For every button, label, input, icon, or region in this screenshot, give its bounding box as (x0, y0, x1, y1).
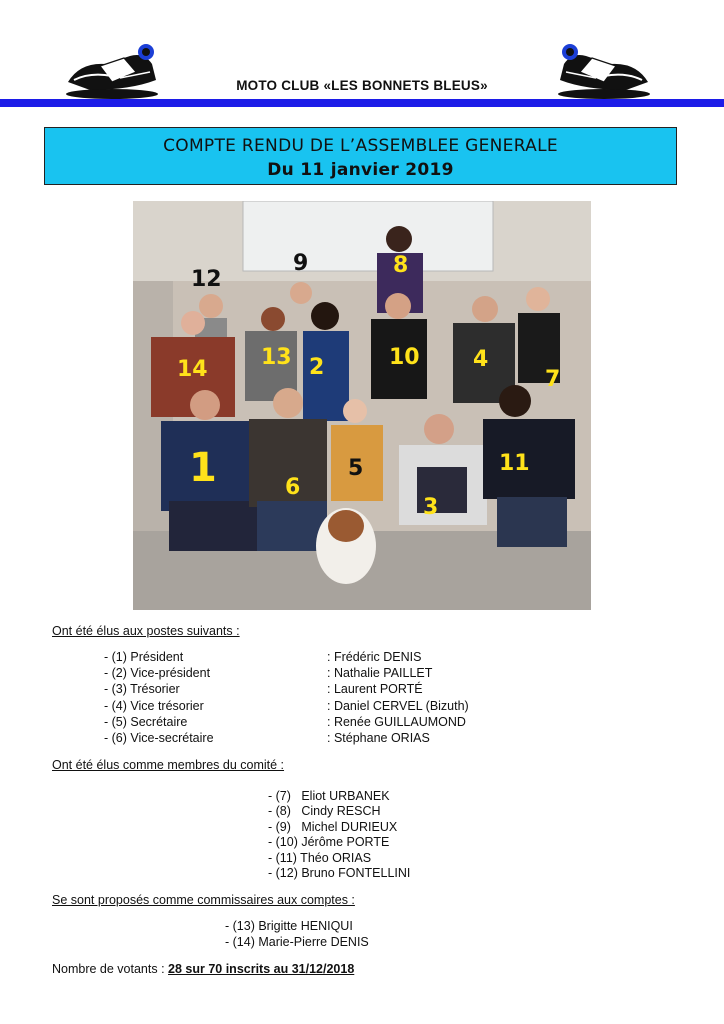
document-title: COMPTE RENDU DE L’ASSEMBLEE GENERALE (163, 136, 558, 156)
bureau-role: - (6) Vice-secrétaire (104, 731, 214, 745)
group-photo (133, 201, 591, 610)
photo-label-10: 10 (389, 345, 420, 370)
bureau-role: - (2) Vice-président (104, 666, 211, 680)
bureau-name: : Laurent PORTÉ (327, 682, 423, 696)
club-name: MOTO CLUB «LES BONNETS BLEUS» (236, 78, 488, 93)
comite-heading: Ont été élus comme membres du comité : (52, 758, 285, 772)
bureau-role: - (5) Secrétaire (104, 715, 188, 729)
commissaire-member: - (14) Marie-Pierre DENIS (225, 935, 369, 949)
bureau-name: : Stéphane ORIAS (327, 731, 430, 745)
comite-member: - (7) Eliot URBANEK (268, 789, 390, 803)
photo-label-3: 3 (423, 495, 439, 520)
title-box (44, 127, 677, 185)
bureau-role: - (4) Vice trésorier (104, 699, 204, 713)
photo-label-14: 14 (177, 357, 208, 382)
document-date: Du 11 janvier 2019 (267, 160, 454, 180)
header-rule (0, 99, 724, 107)
bureau-name: : Frédéric DENIS (327, 650, 422, 664)
bureau-name: : Renée GUILLAUMOND (327, 715, 466, 729)
commissaire-member: - (13) Brigitte HENIQUI (225, 919, 353, 933)
comite-member: - (9) Michel DURIEUX (268, 820, 398, 834)
votes-value: 28 sur 70 inscrits au 31/12/2018 (168, 962, 355, 976)
photo-label-8: 8 (393, 253, 409, 278)
votes-line (52, 962, 354, 976)
bureau-heading: Ont été élus aux postes suivants : (52, 624, 240, 638)
commissaires-heading: Se sont proposés comme commissaires aux comptes : (52, 893, 355, 907)
bureau-name: : Nathalie PAILLET (327, 666, 433, 680)
comite-member: - (11) Théo ORIAS (268, 851, 372, 865)
photo-label-7: 7 (545, 367, 561, 392)
photo-label-11: 11 (499, 451, 530, 476)
photo-label-4: 4 (473, 347, 489, 372)
photo-label-9: 9 (293, 251, 309, 276)
comite-member: - (8) Cindy RESCH (268, 804, 381, 818)
photo-label-13: 13 (261, 345, 292, 370)
comite-member: - (12) Bruno FONTELLINI (268, 866, 411, 880)
comite-member: - (10) Jérôme PORTE (268, 835, 390, 849)
votes-label: Nombre de votants : (52, 962, 169, 976)
photo-label-12: 12 (191, 267, 222, 292)
bureau-name: : Daniel CERVEL (Bizuth) (327, 699, 469, 713)
bureau-role: - (1) Président (104, 650, 184, 664)
bureau-role: - (3) Trésorier (104, 682, 180, 696)
photo-label-6: 6 (285, 475, 301, 500)
photo-label-1: 1 (189, 445, 217, 491)
photo-label-5: 5 (348, 456, 364, 481)
photo-label-2: 2 (309, 355, 325, 380)
